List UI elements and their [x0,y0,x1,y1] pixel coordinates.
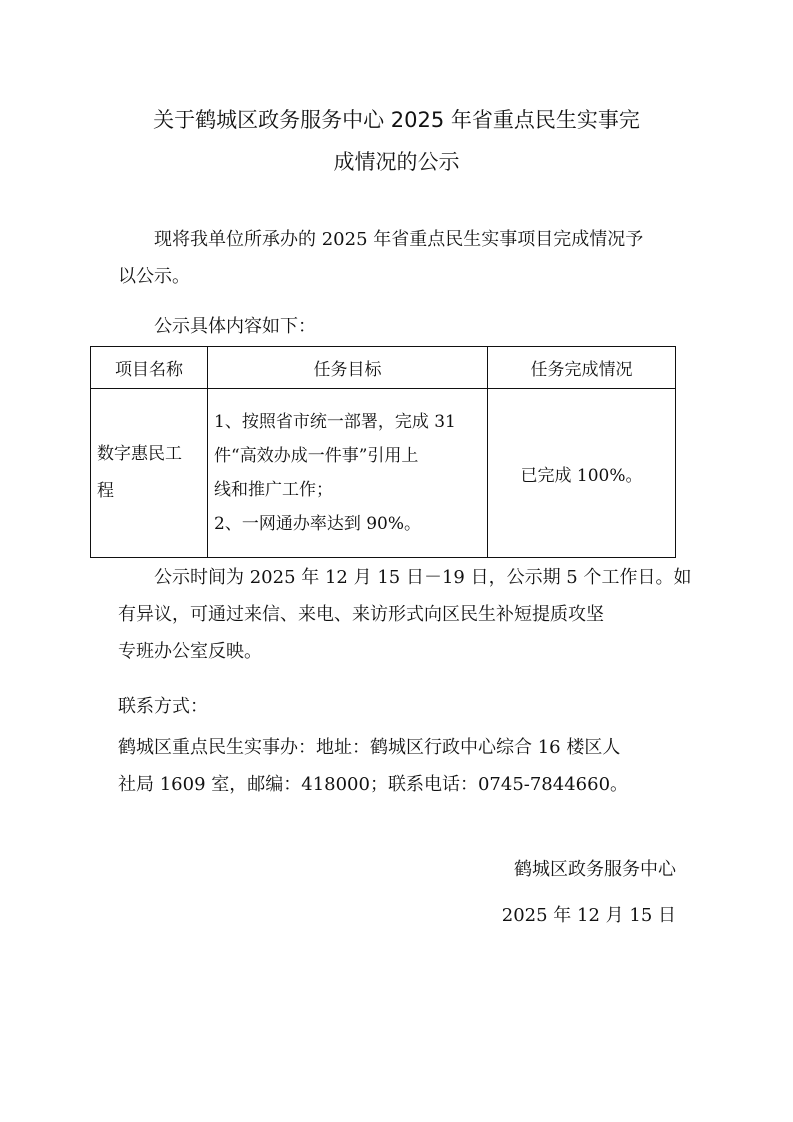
intro-line-1: 现将我单位所承办的 2025 年省重点民生实事项目完成情况予 [154,229,644,250]
page-title [90,99,703,183]
header-project-name: 项目名称 [91,347,208,389]
title-line-2: 成情况的公示 [333,150,460,174]
signature-block [502,847,676,939]
cell-project-name [91,389,208,558]
signature-org: 鹤城区政务服务中心 [514,859,676,880]
table-header-row [91,347,676,389]
contact-paragraph [118,729,678,803]
goal-line-4: 2、一网通办率达到 90%。 [214,514,422,534]
project-name-line-2: 程 [97,481,114,501]
period-paragraph [118,559,692,670]
header-task-goal: 任务目标 [208,347,488,389]
project-name-line-1: 数字惠民工 [97,444,182,464]
goal-line-2: 件“高效办成一件事”引用上 [214,446,419,466]
table-row [91,389,676,558]
signature-date: 2025 年 12 月 15 日 [501,905,676,926]
contact-line-1: 鹤城区重点民生实事办：地址：鹤城区行政中心综合 16 楼区人 [118,737,621,758]
cell-task-goal [208,389,488,558]
period-line-2: 有异议，可通过来信、来电、来访形式向区民生补短提质攻坚 [118,604,604,625]
intro-line-2: 以公示。 [118,266,190,287]
cell-completion-status: 已完成 100%。 [488,389,676,558]
contact-line-2: 社局 1609 室，邮编：418000；联系电话：0745-7844660。 [118,774,629,795]
title-line-1: 关于鹤城区政务服务中心 2025 年省重点民生实事完 [153,108,640,132]
notice-table [90,346,676,558]
content-label: 公示具体内容如下： [154,316,316,337]
period-line-1: 公示时间为 2025 年 12 月 15 日－19 日，公示期 5 个工作日。如 [154,567,692,588]
header-completion-status: 任务完成情况 [488,347,676,389]
intro-paragraph [118,221,678,295]
period-line-3: 专班办公室反映。 [118,641,262,662]
goal-line-1: 1、按照省市统一部署，完成 31 [214,412,456,432]
contact-label: 联系方式： [118,696,208,717]
goal-line-3: 线和推广工作； [214,480,333,500]
